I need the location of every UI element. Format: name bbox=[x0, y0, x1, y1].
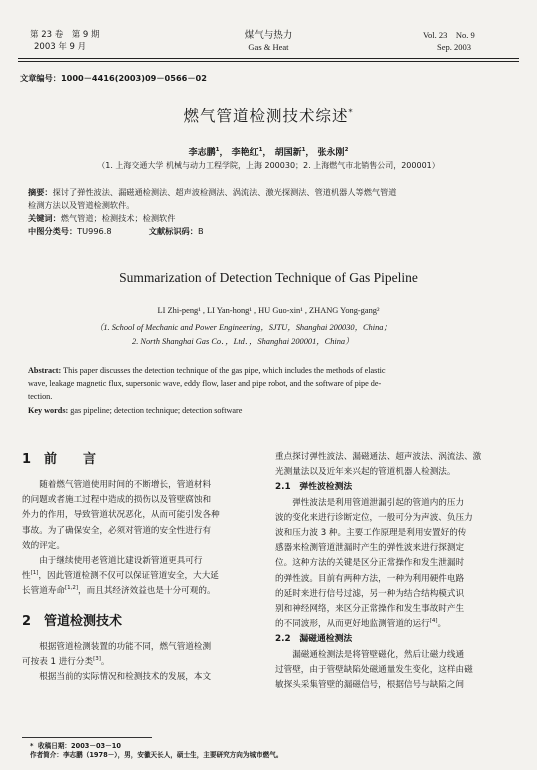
rc-para-1-line-7: 的延时来进行信号过滤，另一种为结合结构模式识 bbox=[275, 588, 465, 599]
abstract-en-line1: This paper discusses the detection technique of the gas pipe, which includes the methods of elastic bbox=[63, 366, 386, 375]
para-1-line-5: 效的评定。 bbox=[22, 540, 65, 551]
rc-para-1-line-9 bbox=[275, 617, 517, 632]
rc-para-1-line-6: 的弹性波。目前有两种方法，一种为利用硬件电路 bbox=[275, 573, 465, 584]
citation-1: [1] bbox=[30, 570, 39, 577]
rc-para-0-line-2: 光测量法以及近年来兴起的管道机器人检测法。 bbox=[275, 467, 456, 478]
author-3: 胡国新 bbox=[274, 148, 302, 158]
left-column bbox=[22, 450, 260, 685]
para-2-line-2a: 性 bbox=[22, 571, 31, 582]
title-en: Summarization of Detection Technique of Gas Pipeline bbox=[119, 270, 418, 285]
para-3-line-1: 根据管道检测装置的功能不同，燃气管道检测 bbox=[39, 641, 212, 652]
para-2-line-3a: 长管道寿命 bbox=[22, 586, 65, 597]
rc-para-2-line-1: 漏磁通检测法是将管壁磁化，然后让磁力线通 bbox=[292, 649, 465, 660]
abstract-cn-line1: 探讨了弹性波法、漏磁通检测法、超声波检测法、涡流法、激光探测法、管道机器人等燃气管道 bbox=[52, 187, 397, 197]
author-2-sup: 1 bbox=[258, 147, 263, 153]
section-1-title: 1 前 言 bbox=[22, 452, 97, 467]
title-footnote-mark: * bbox=[348, 107, 354, 117]
header-rule-bottom bbox=[18, 61, 519, 62]
clc-label: 中图分类号： bbox=[28, 226, 78, 236]
para-1-line-4: 事故。为了确保安全，必须对管道的安全性进行有 bbox=[22, 525, 212, 536]
authors-cn: 李志鹏$^1$， 李艳红$^1$， 胡国新$^1$， 张永刚$^2$ bbox=[188, 147, 349, 158]
keywords-cn: 燃气管道；检测技术；检测软件 bbox=[60, 213, 176, 223]
right-column bbox=[275, 450, 517, 693]
footnote-author: 作者简介：李志鹏（1978－），男，安徽天长人，硕士生，主要研究方向为城市燃气。 bbox=[30, 751, 283, 759]
author-1: 李志鹏 bbox=[188, 148, 216, 158]
para-3-line-2 bbox=[22, 655, 260, 670]
author-4-sup: 2 bbox=[344, 147, 349, 153]
para-1-line-3: 外力的作用，导致管道状况恶化，从而可能引发各种 bbox=[22, 510, 220, 521]
abstract-en-label: Abstract: bbox=[28, 366, 62, 375]
para-2-line-1: 由于继续使用老管道比建设新管道更具可行 bbox=[39, 556, 203, 567]
keywords-en: gas pipeline; detection technique; detection software bbox=[70, 405, 243, 415]
keywords-cn-label: 关键词： bbox=[28, 213, 61, 223]
para-4-line-1: 根据当前的实际情况和检测技术的发展，本文 bbox=[39, 672, 212, 683]
author-1-sup: 1 bbox=[215, 147, 220, 153]
title-cn bbox=[0, 104, 537, 126]
para-2-line-3b: ，而且其经济效益也是十分可观的。 bbox=[78, 586, 216, 597]
para-3-line-2a: 可按表 1 进行分类 bbox=[22, 656, 94, 667]
rc-para-1-line-9a: 的不同波形，从而更好地监测管道的运行 bbox=[275, 619, 430, 630]
para-2-line-2 bbox=[22, 569, 260, 584]
rc-para-1-line-1: 弹性波法是利用管道泄漏引起的管道内的压力 bbox=[292, 497, 465, 508]
header-vol-en: Vol. 23 No. 9 bbox=[423, 30, 475, 40]
rc-para-1-line-2: 波的变化来进行诊断定位，一般可分为声波、负压力 bbox=[275, 512, 473, 523]
section-2-title: 2 管道检测技术 bbox=[22, 613, 123, 629]
rc-para-1-line-3: 波和压力波 3 种。主要工作原理是利用安置好的传 bbox=[275, 528, 467, 539]
abstract-en-line2: wave, leakage magnetic flux, supersonic wave, eddy flow, laser and pipe robot, and the software of pipe de- bbox=[28, 379, 382, 389]
citation-4: [4] bbox=[429, 618, 438, 625]
journal-title-cn: 煤气与热力 bbox=[244, 30, 293, 41]
header-volume: 第 23 卷 第 9 期 bbox=[30, 30, 100, 40]
article-number: 文章编号：1000－4416(2003)09－0566－02 bbox=[20, 73, 207, 83]
abstract-cn-label: 摘要： bbox=[28, 187, 53, 197]
rc-para-1-line-8: 别和神经网络，来区分正常操作和发生事故时产生 bbox=[275, 604, 465, 615]
footnote bbox=[30, 742, 282, 760]
author-4: 张永刚 bbox=[317, 148, 345, 158]
author-2: 李艳红 bbox=[231, 148, 259, 158]
doc-code-value: B bbox=[197, 226, 204, 236]
rc-para-0-line-1: 重点探讨弹性波法、漏磁通法、超声波法、涡流法、激 bbox=[275, 452, 482, 462]
keywords-en-label: Key words: bbox=[28, 405, 69, 415]
footnote-mark: * bbox=[30, 742, 34, 750]
citation-1-2: [1,2] bbox=[64, 585, 79, 592]
abstract-cn bbox=[28, 186, 518, 238]
rc-para-2-line-3: 敏探头采集管壁的漏磁信号，根据信号与缺陷之间 bbox=[275, 680, 465, 691]
rc-para-1-line-9b: 。 bbox=[437, 619, 447, 630]
clc-value: TU996.8 bbox=[77, 226, 112, 236]
authors-en: LI Zhi-peng¹ , LI Yan-hong¹ , HU Guo-xin¹ , ZHANG Yong-gang² bbox=[157, 306, 380, 315]
affiliation-en-2: 2. North Shanghai Gas Co．，Ltd．，Shanghai 200001，China） bbox=[132, 337, 354, 346]
journal-title-en: Gas & Heat bbox=[248, 42, 289, 52]
para-2-line-2b: ，因此管道检测不仅可以保证管道安全，大大延 bbox=[38, 571, 219, 582]
para-3-line-2b: 。 bbox=[100, 656, 110, 667]
affiliation-en-1: （1. School of Mechanic and Power Engineering，SJTU，Shanghai 200030，China； bbox=[95, 323, 392, 332]
author-3-sup: 1 bbox=[301, 147, 306, 153]
abstract-en-line3: tection. bbox=[28, 392, 53, 402]
para-1-line-2: 的问题或者施工过程中造成的损伤以及管壁腐蚀和 bbox=[22, 495, 212, 506]
header-date-en: Sep. 2003 bbox=[437, 42, 471, 52]
footnote-rule bbox=[22, 737, 152, 738]
rc-para-2-line-2: 过管壁，由于管壁缺陷处磁通量发生变化，这样由磁 bbox=[275, 664, 473, 675]
doc-code-label: 文献标识码： bbox=[148, 226, 198, 236]
footnote-received: 收稿日期：2003－03－10 bbox=[38, 742, 121, 750]
abstract-cn-line2: 检测方法以及管道检测软件。 bbox=[28, 200, 135, 210]
subsection-2-1-title: 2.1 弹性波检测法 bbox=[275, 482, 353, 493]
subsection-2-2-title: 2.2 漏磁通检测法 bbox=[275, 634, 353, 645]
header-date: 2003 年 9 月 bbox=[34, 42, 87, 52]
title-cn-text: 燃气管道检测技术综述 bbox=[183, 107, 349, 125]
affiliations-cn: （1. 上海交通大学 机械与动力工程学院，上海 200030；2. 上海燃气市北销售公司，200001） bbox=[97, 161, 440, 170]
abstract-en bbox=[28, 364, 518, 417]
rc-para-1-line-4: 感器来检测管道泄漏时产生的弹性波来进行探测定 bbox=[275, 543, 465, 554]
para-1-line-1: 随着燃气管道使用时间的不断增长，管道材料 bbox=[39, 480, 212, 490]
para-2-line-3 bbox=[22, 584, 260, 599]
rc-para-1-line-5: 位。这种方法的关键是区分正常操作和发生泄漏时 bbox=[275, 558, 465, 569]
header-rule-top bbox=[18, 58, 519, 59]
citation-3: [3] bbox=[93, 655, 101, 662]
